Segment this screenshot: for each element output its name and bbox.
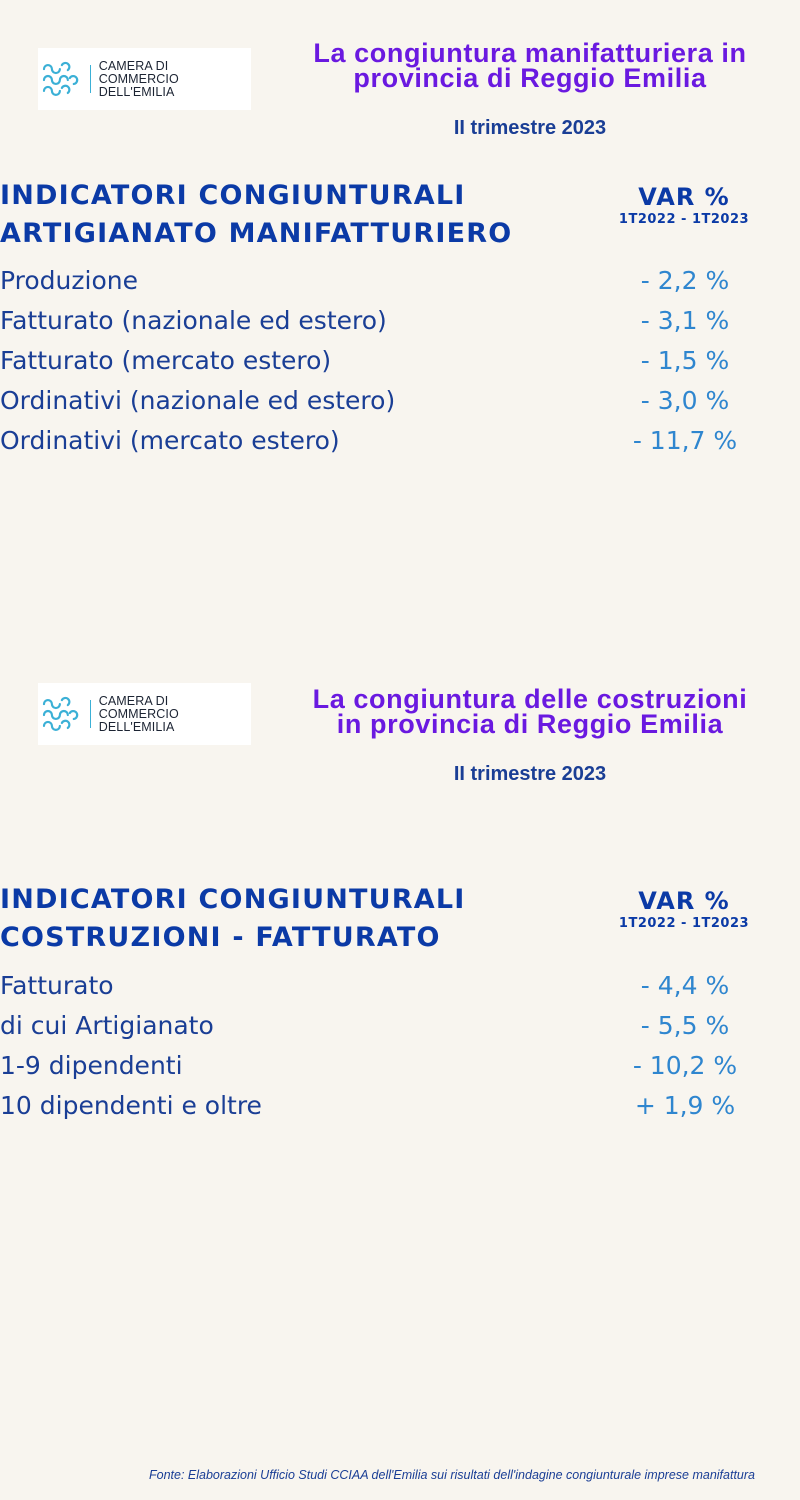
logo-line-2: DELL'EMILIA <box>98 84 175 99</box>
section-1-var-period: 1T2022 - 1T2023 <box>618 212 750 227</box>
section-1-title-line-2: provincia di Reggio Emilia <box>353 63 707 93</box>
section-1-var-label: VAR % <box>638 183 730 211</box>
row-value: - 3,1 % <box>640 306 730 335</box>
section-1-var-header <box>604 182 764 228</box>
row-label: Fatturato <box>0 971 114 1000</box>
row-value: + 1,9 % <box>634 1091 736 1120</box>
row-value: - 11,7 % <box>632 426 738 455</box>
logo-divider <box>90 700 91 728</box>
table-row <box>0 261 800 301</box>
section-1-rows <box>0 261 800 461</box>
row-value: - 1,5 % <box>640 346 730 375</box>
logo-divider <box>90 65 91 93</box>
table-row <box>0 381 800 421</box>
logo <box>38 48 251 110</box>
row-value: - 5,5 % <box>640 1011 730 1040</box>
table-row <box>0 301 800 341</box>
row-label: Ordinativi (mercato estero) <box>0 426 340 455</box>
section-1-heading <box>0 177 512 253</box>
table-row <box>0 341 800 381</box>
section-2-title-line-1: La congiuntura delle costruzioni <box>312 684 748 714</box>
table-row <box>0 421 800 461</box>
logo <box>38 683 251 745</box>
table-row <box>0 1006 800 1046</box>
section-2-rows <box>0 966 800 1126</box>
row-value: - 2,2 % <box>640 266 730 295</box>
row-label: Ordinativi (nazionale ed estero) <box>0 386 396 415</box>
table-row <box>0 1046 800 1086</box>
row-label: Fatturato (mercato estero) <box>0 346 332 375</box>
row-label: Fatturato (nazionale ed estero) <box>0 306 387 335</box>
logo-line-2: DELL'EMILIA <box>98 719 175 734</box>
section-1-heading-line-1: INDICATORI CONGIUNTURALI <box>0 180 466 211</box>
row-label: di cui Artigianato <box>0 1011 214 1040</box>
section-2-heading-line-2: COSTRUZIONI - FATTURATO <box>0 922 441 953</box>
logo-line-1: CAMERA DI COMMERCIO <box>98 693 179 721</box>
section-2-heading-line-1: INDICATORI CONGIUNTURALI <box>0 884 466 915</box>
section-2-heading <box>0 881 466 957</box>
section-2-title <box>290 684 770 739</box>
row-label: 10 dipendenti e oltre <box>0 1091 262 1120</box>
section-2-subtitle: II trimestre 2023 <box>453 763 607 785</box>
row-value: - 10,2 % <box>632 1051 738 1080</box>
row-label: Produzione <box>0 266 138 295</box>
row-value: - 3,0 % <box>640 386 730 415</box>
section-2-var-period: 1T2022 - 1T2023 <box>618 916 750 931</box>
section-2-var-label: VAR % <box>638 887 730 915</box>
table-row <box>0 966 800 1006</box>
logo-line-1: CAMERA DI COMMERCIO <box>98 58 179 86</box>
row-label: 1-9 dipendenti <box>0 1051 183 1080</box>
source-footnote: Fonte: Elaborazioni Ufficio Studi CCIAA dell'Emilia sui risultati dell'indagine congiunturale imprese manifattura <box>149 1468 755 1482</box>
section-1-title-line-1: La congiuntura manifatturiera in <box>313 38 747 68</box>
section-2-var-header <box>604 886 764 932</box>
logo-text <box>99 60 251 99</box>
section-1-subtitle: II trimestre 2023 <box>453 117 607 139</box>
logo-text <box>99 695 251 734</box>
camera-commercio-logo-icon <box>39 691 85 737</box>
section-1-heading-line-2: ARTIGIANATO MANIFATTURIERO <box>0 218 513 249</box>
section-2-title-line-2: in provincia di Reggio Emilia <box>336 709 724 739</box>
table-row <box>0 1086 800 1126</box>
camera-commercio-logo-icon <box>39 56 85 102</box>
section-1-title <box>290 38 770 93</box>
row-value: - 4,4 % <box>640 971 730 1000</box>
